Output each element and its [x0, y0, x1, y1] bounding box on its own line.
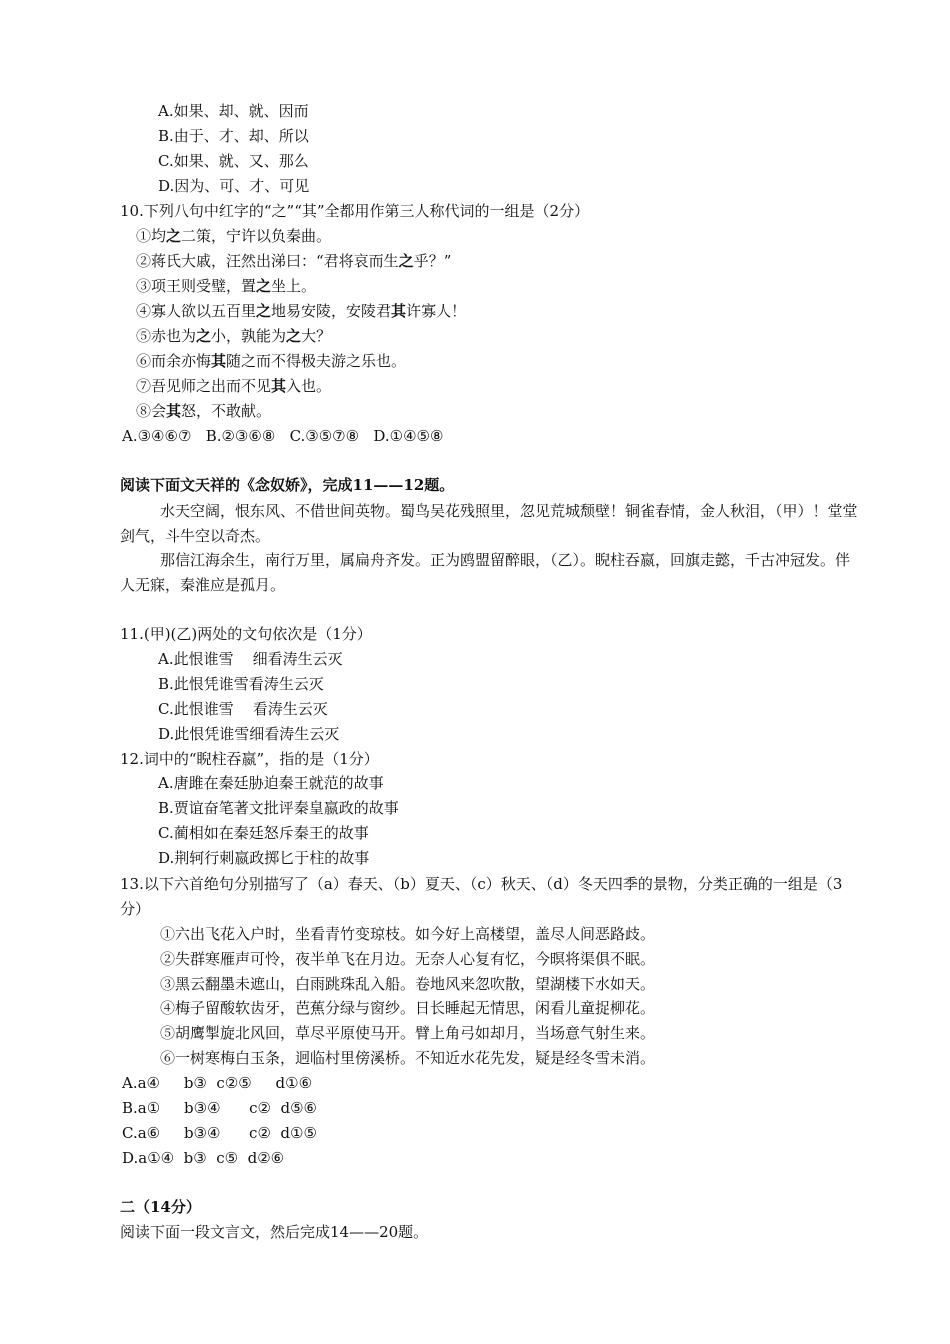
q12-option-d: D.荆轲行刺嬴政掷匕于柱的故事	[158, 849, 370, 867]
section-2-heading: 二（14分）	[120, 1198, 201, 1216]
q10-item-1: ①均之二策，宁许以负秦曲。	[136, 227, 332, 245]
q13-poem-1: ①六出飞花入户时，坐看青竹变琼枝。如今好上高楼望，盖尽人间恶路歧。	[160, 925, 656, 943]
q13-option-a: A.a④ b③ c②⑤ d①⑥	[122, 1074, 313, 1092]
q13-poem-2: ②失群寒雁声可怜，夜半单飞在月边。无奈人心复有忆，今暝将渠俱不眠。	[160, 950, 656, 968]
q10-item-7: ⑦吾见师之出而不见其入也。	[136, 377, 332, 395]
q12-option-a: A.唐雎在秦廷胁迫秦王就范的故事	[158, 774, 384, 792]
q10-item-6: ⑥而余亦悔其随之而不得极夫游之乐也。	[136, 352, 407, 370]
q13-option-c: C.a⑥ b③④ c② d①⑤	[122, 1124, 317, 1142]
q10-item-8: ⑧会其怒，不敢献。	[136, 402, 272, 420]
q10-stem: 10.下列八句中红字的“之”“其”全都用作第三人称代词的一组是（2分）	[120, 202, 590, 220]
poem-section-heading: 阅读下面文天祥的《念奴娇》，完成11——12题。	[120, 476, 455, 494]
q9-option-c: C.如果、就、又、那么	[158, 152, 309, 170]
q13-option-b: B.a① b③④ c② d⑤⑥	[122, 1099, 318, 1117]
q10-item-4: ④寡人欲以五百里之地易安陵，安陵君其许寡人！	[136, 302, 467, 320]
q9-option-d: D.因为、可、才、可见	[158, 177, 310, 195]
q10-answers: A.③④⑥⑦ B.②③⑥⑧ C.③⑤⑦⑧ D.①④⑤⑧	[122, 427, 444, 445]
q10-item-3: ③项王则受璧，置之坐上。	[136, 277, 317, 295]
poem-paragraph-2: 那信江海余生，南行万里，属扁舟齐发。正为鸥盟留醉眼，（乙）。睨柱吞嬴，回旗走懿，千古冲冠发。伴人无寐，秦淮应是孤月。	[120, 551, 851, 594]
q11-stem: 11.(甲)(乙)两处的文句依次是（1分）	[120, 625, 372, 643]
q13-poem-5: ⑤胡鹰掣旋北风回，草尽平原使马开。臂上角弓如却月，当场意气射生来。	[160, 1024, 656, 1042]
q11-option-c: C.此恨谁雪 看涛生云灭	[158, 700, 328, 718]
q13-poem-6: ⑥一树寒梅白玉条，迥临村里傍溪桥。不知近水花先发，疑是经冬雪未消。	[160, 1049, 656, 1067]
poem-paragraph-1: 水天空阔，恨东风、不借世间英物。蜀鸟吴花残照里，忽见荒城颓壁！铜雀春情，金人秋泪，（甲）！堂堂剑气，斗牛空以奇杰。	[120, 502, 858, 545]
section-2-intro: 阅读下面一段文言文，然后完成14——20题。	[120, 1223, 429, 1241]
q12-option-c: C.蔺相如在秦廷怒斥秦王的故事	[158, 824, 369, 842]
q11-option-d: D.此恨凭谁雪细看涛生云灭	[158, 725, 340, 743]
q12-stem: 12.词中的“睨柱吞嬴”，指的是（1分）	[120, 750, 379, 768]
q13-stem: 13.以下六首绝句分别描写了（a）春天、（b）夏天、（c）秋天、（d）冬天四季的景物，分类正确的一组是（3分）	[120, 875, 843, 918]
q13-poem-3: ③黑云翻墨未遮山，白雨跳珠乱入船。卷地风来忽吹散，望湖楼下水如天。	[160, 975, 656, 993]
q10-item-2: ②蒋氏大戚，汪然出涕曰：“君将哀而生之乎？”	[136, 252, 452, 270]
q11-option-a: A.此恨谁雪 细看涛生云灭	[158, 650, 343, 668]
q9-option-b: B.由于、才、却、所以	[158, 127, 309, 145]
q9-option-a: A.如果、却、就、因而	[158, 102, 309, 120]
q11-option-b: B.此恨凭谁雪看涛生云灭	[158, 675, 324, 693]
q13-poem-4: ④梅子留酸软齿牙，芭蕉分绿与窗纱。日长睡起无情思，闲看儿童捉柳花。	[160, 999, 656, 1017]
q12-option-b: B.贾谊奋笔著文批评秦皇嬴政的故事	[158, 799, 399, 817]
q10-item-5: ⑤赤也为之小，孰能为之大？	[136, 327, 332, 345]
q13-option-d: D.a①④ b③ c⑤ d②⑥	[122, 1149, 285, 1167]
